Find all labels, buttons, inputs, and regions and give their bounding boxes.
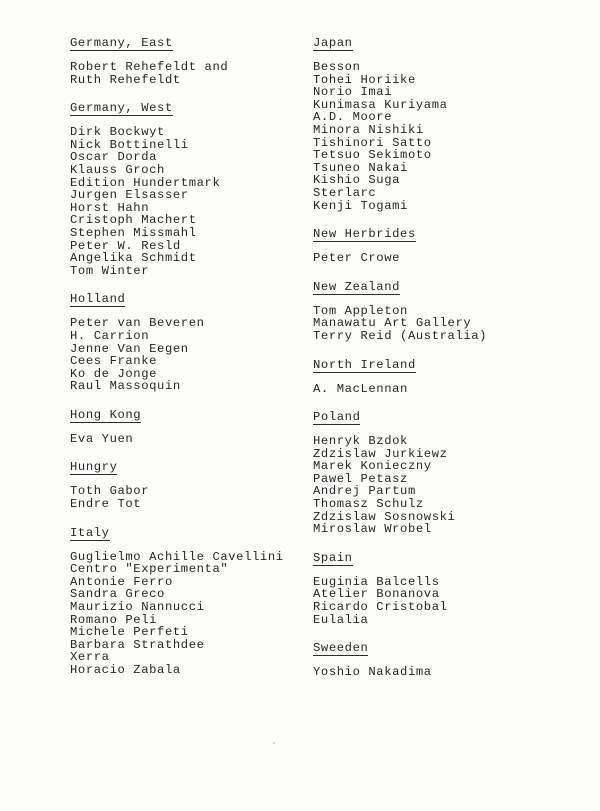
artist-name: A. MacLennan [313, 381, 408, 396]
artist-name: Ricardo Cristobal [313, 600, 448, 615]
artist-name: Kunimasa Kuriyama [313, 97, 448, 112]
artist-name: Tishinori Satto [313, 135, 432, 150]
country-section-spain [313, 548, 583, 626]
artist-list [313, 576, 583, 626]
artist-name: Eva Yuen [70, 431, 134, 446]
country-section-poland [313, 407, 583, 536]
country-heading: Germany, East [70, 36, 173, 50]
artist-name: Norio Imai [313, 85, 393, 100]
artist-name: Zdzislaw Jurkiewz [313, 446, 448, 461]
artist-list [313, 305, 583, 343]
country-heading: Italy [70, 525, 110, 540]
artist-name: Jurgen Elsasser [70, 188, 189, 203]
artist-name: Euginia Balcells [313, 574, 440, 589]
artist-list [70, 61, 300, 86]
country-heading: Holland [70, 292, 126, 307]
artist-name: Antonie Ferro [70, 574, 173, 589]
country-section-germany-east [70, 33, 300, 86]
artist-name: Ruth Rehefeldt [70, 72, 181, 87]
artist-name: Henryk Bzdok [313, 434, 408, 449]
artist-name: Tom Winter [70, 263, 150, 278]
artist-list [70, 317, 300, 393]
country-heading: Hong Kong [70, 407, 142, 422]
artist-name: Jenne Van Eegen [70, 341, 189, 356]
artist-name: A.D. Moore [313, 110, 393, 125]
artist-name: Tsuneo Nakai [313, 160, 408, 175]
country-heading: Sweeden [313, 641, 369, 656]
country-heading: New Zealand [313, 279, 401, 294]
artist-name: Manawatu Art Gallery [313, 316, 472, 331]
artist-name: Kenji Togami [313, 198, 408, 213]
artist-name: Terry Reid (Australia) [313, 328, 488, 343]
artist-name: Angelika Schmidt [70, 251, 197, 266]
artist-name: Horst Hahn [70, 200, 150, 215]
artist-list [70, 551, 300, 677]
country-section-italy [70, 523, 300, 677]
artist-name: Guglielmo Achille Cavellini [70, 549, 284, 564]
artist-name: Besson [313, 60, 361, 74]
artist-name: Tom Appleton [313, 303, 408, 318]
paper-speck [273, 742, 275, 744]
artist-list [313, 61, 583, 212]
artist-name: Peter W. Resld [70, 238, 181, 253]
artist-name: Maurizio Nannucci [70, 600, 205, 615]
artist-name: Tohei Horiike [313, 72, 416, 87]
right-column [313, 33, 583, 691]
country-section-hungry [70, 457, 300, 510]
artist-name: H. Carrion [70, 328, 150, 343]
artist-name: Toth Gabor [70, 484, 150, 499]
artist-name: Stephen Missmahl [70, 225, 197, 240]
artist-name: Minora Nishiki [313, 122, 424, 137]
artist-name: Zdzislaw Sosnowski [313, 509, 456, 524]
artist-name: Centro "Experimenta" [70, 562, 229, 577]
country-section-hong-kong [70, 405, 300, 446]
artist-name: Thomasz Schulz [313, 497, 424, 512]
artist-list [70, 433, 300, 446]
artist-name: Pawel Petasz [313, 471, 408, 486]
artist-name: Yoshio Nakadima [313, 665, 432, 680]
artist-name: Sandra Greco [70, 587, 165, 602]
artist-name: Robert Rehefeldt and [70, 60, 229, 74]
artist-name: Kishio Suga [313, 173, 401, 188]
artist-name: Eulalia [313, 612, 369, 627]
artist-name: Ko de Jonge [70, 366, 158, 381]
country-heading: North Ireland [313, 357, 416, 372]
country-section-new-herbrides [313, 224, 583, 265]
artist-name: Peter Crowe [313, 251, 401, 266]
artist-name: Endre Tot [70, 497, 142, 512]
artist-name: Miroslaw Wrobel [313, 522, 432, 537]
artist-name: Marek Konieczny [313, 459, 432, 474]
artist-name: Tetsuo Sekimoto [313, 148, 432, 163]
artist-name: Klauss Groch [70, 162, 165, 177]
artist-list [313, 383, 583, 396]
country-section-holland [70, 289, 300, 393]
artist-name: Atelier Bonanova [313, 587, 440, 602]
artist-name: Dirk Bockwyt [70, 125, 165, 140]
artist-name: Cristoph Machert [70, 213, 197, 228]
artist-name: Sterlarc [313, 185, 377, 200]
country-heading: Germany, West [70, 101, 173, 116]
artist-list [70, 126, 300, 277]
artist-list [70, 485, 300, 510]
artist-name: Michele Perfeti [70, 625, 189, 640]
artist-list [313, 666, 583, 679]
artist-name: Peter van Beveren [70, 316, 205, 331]
country-heading: Poland [313, 410, 361, 425]
country-section-japan [313, 33, 583, 212]
artist-name: Xerra [70, 650, 110, 665]
country-heading: Japan [313, 36, 353, 50]
country-section-new-zealand [313, 277, 583, 343]
artist-name: Horacio Zabala [70, 663, 181, 677]
country-section-sweeden [313, 638, 583, 679]
artist-name: Andrej Partum [313, 484, 416, 499]
artist-name: Oscar Dorda [70, 150, 158, 165]
artist-name: Raul Massoquin [70, 379, 181, 394]
artist-list [313, 252, 583, 265]
country-heading: New Herbrides [313, 227, 416, 242]
country-section-germany-west [70, 98, 300, 277]
artist-name: Nick Bottinelli [70, 137, 189, 152]
artist-list [313, 435, 583, 536]
artist-name: Cees Franke [70, 354, 158, 369]
country-section-north-ireland [313, 355, 583, 396]
artist-name: Edition Hundertmark [70, 175, 221, 190]
country-heading: Spain [313, 550, 353, 565]
country-heading: Hungry [70, 460, 118, 475]
artist-name: Romano Peli [70, 612, 158, 627]
left-column [70, 33, 300, 689]
artist-name: Barbara Strathdee [70, 637, 205, 652]
